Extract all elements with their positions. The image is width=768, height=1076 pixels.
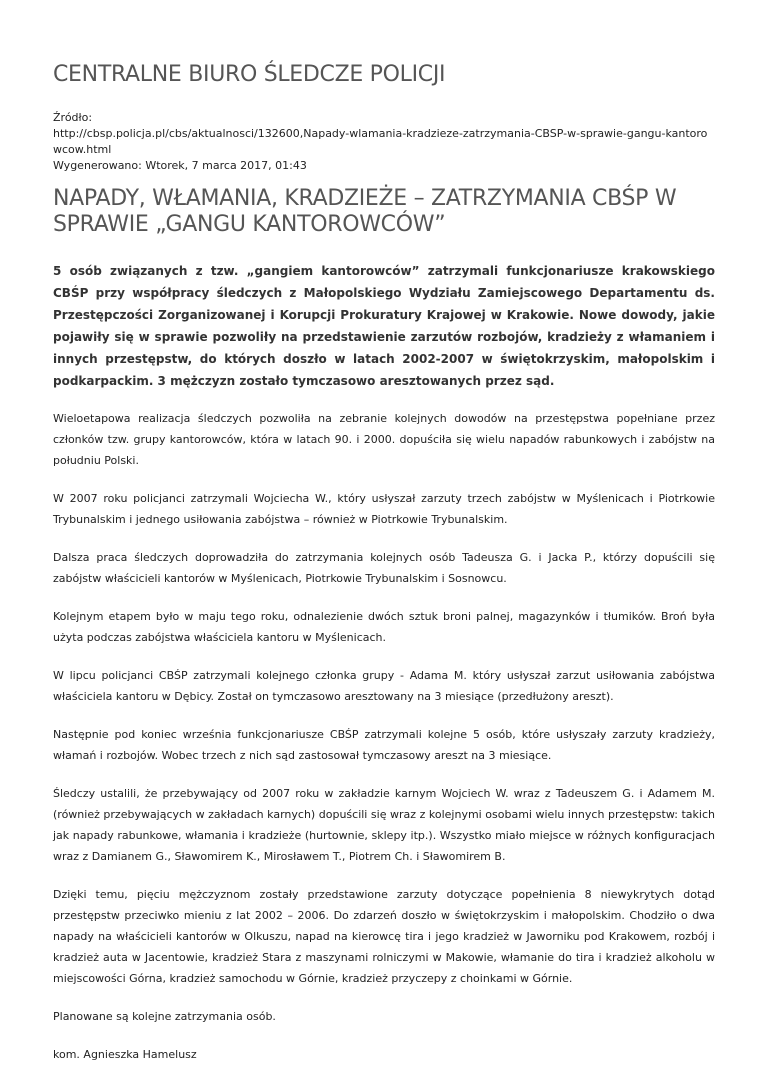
article-paragraph: W lipcu policjanci CBŚP zatrzymali kolejnego członka grupy - Adama M. który usłyszał zarzut usiłowania zabójstwa właściciela kantoru w Dębicy. Został on tymczasowo aresztowany na 3 miesiące (przedłużony areszt). [53, 669, 715, 703]
article-paragraph: Planowane są kolejne zatrzymania osób. [53, 1010, 276, 1023]
article-paragraph: Wieloetapowa realizacja śledczych pozwoliła na zebranie kolejnych dowodów na przestępstwa popełniane przez członków tzw. grupy kantorowców, która w latach 90. i 2000. dopuściła się wielu napadów rabunkowych i zabójstw na południu Polski. [53, 412, 715, 467]
article-body [53, 408, 715, 1065]
article-paragraph: Dzięki temu, pięciu mężczyznom zostały przedstawione zarzuty dotyczące popełnienia 8 niewykrytych dotąd przestępstw przeciwko mieniu z lat 2002 – 2006. Do zdarzeń doszło w świętokrzyskim i małopolskim. Chodziło o dwa napady na właścicieli kantorów w Olkuszu, napad na kierowcę tira i jego kradzież w Jaworniku pod Krakowem, rozbój i kradzież auta w Jacentowie, kradzież Stara z maszynami rolniczymi w Makowie, włamanie do tira i kradzież alkoholu w miejscowości Górna, kradzież samochodu w Górnie, kradzież przyczepy z choinkami w Górnie. [53, 888, 715, 985]
document-meta [53, 110, 715, 174]
generated-timestamp: Wygenerowano: Wtorek, 7 marca 2017, 01:43 [53, 159, 307, 172]
site-title: CENTRALNE BIURO ŚLEDCZE POLICJI [53, 62, 446, 87]
article-paragraph: Następnie pod koniec września funkcjonariusze CBŚP zatrzymali kolejne 5 osób, które usłyszały zarzuty kradzieży, włamań i rozbojów. Wobec trzech z nich sąd zastosował tymczasowy areszt na 3 miesiące. [53, 728, 715, 762]
source-url: http://cbsp.policja.pl/cbs/aktualnosci/132600,Napady-wlamania-kradzieze-zatrzymania-CBSP-w-sprawie-gangu-kantorowcow.html [53, 127, 708, 156]
document-page [53, 60, 715, 1076]
article-paragraph: Kolejnym etapem było w maju tego roku, odnalezienie dwóch sztuk broni palnej, magazynków i tłumików. Broń była użyta podczas zabójstwa właściciela kantoru w Myślenicach. [53, 610, 715, 644]
article-paragraph: Śledczy ustalili, że przebywający od 2007 roku w zakładzie karnym Wojciech W. wraz z Tadeuszem G. i Adamem M. (również przebywających w zakładach karnych) dopuścili się wraz z kolejnymi osobami wielu innych przestępstw: takich jak napady rabunkowe, włamania i kradzieże (hurtownie, sklepy itp.). Wszystko miało miejsce w różnych konfiguracjach wraz z Damianem G., Sławomirem K., Mirosławem T., Piotrem Ch. i Sławomirem B. [53, 787, 715, 863]
article-title: NAPADY, WŁAMANIA, KRADZIEŻE – ZATRZYMANIA CBŚP W SPRAWIE „GANGU KANTOROWCÓW” [53, 186, 677, 237]
article-paragraph: Dalsza praca śledczych doprowadziła do zatrzymania kolejnych osób Tadeusza G. i Jacka P., którzy dopuścili się zabójstw właścicieli kantorów w Myślenicach, Piotrkowie Trybunalskim i Sosnowcu. [53, 551, 715, 585]
article-paragraph: W 2007 roku policjanci zatrzymali Wojciecha W., który usłyszał zarzuty trzech zabójstw w Myślenicach i Piotrkowie Trybunalskim i jednego usiłowania zabójstwa – również w Piotrkowie Trybunalskim. [53, 492, 715, 526]
source-label: Źródło: [53, 111, 93, 124]
article-author: kom. Agnieszka Hamelusz [53, 1048, 197, 1061]
article-lead: 5 osób związanych z tzw. „gangiem kantorowców” zatrzymali funkcjonariusze krakowskiego CBŚP przy współpracy śledczych z Małopolskiego Wydziału Zamiejscowego Departamentu ds. Przestępczości Zorganizowanej i Korupcji Prokuratury Krajowej w Krakowie. Nowe dowody, jakie pojawiły się w sprawie pozwoliły na przedstawienie zarzutów rozbojów, kradzieży z włamaniem i innych przestępstw, do których doszło w latach 2002-2007 w świętokrzyskim, małopolskim i podkarpackim. 3 mężczyzn zostało tymczasowo aresztowanych przez sąd. [53, 264, 715, 388]
